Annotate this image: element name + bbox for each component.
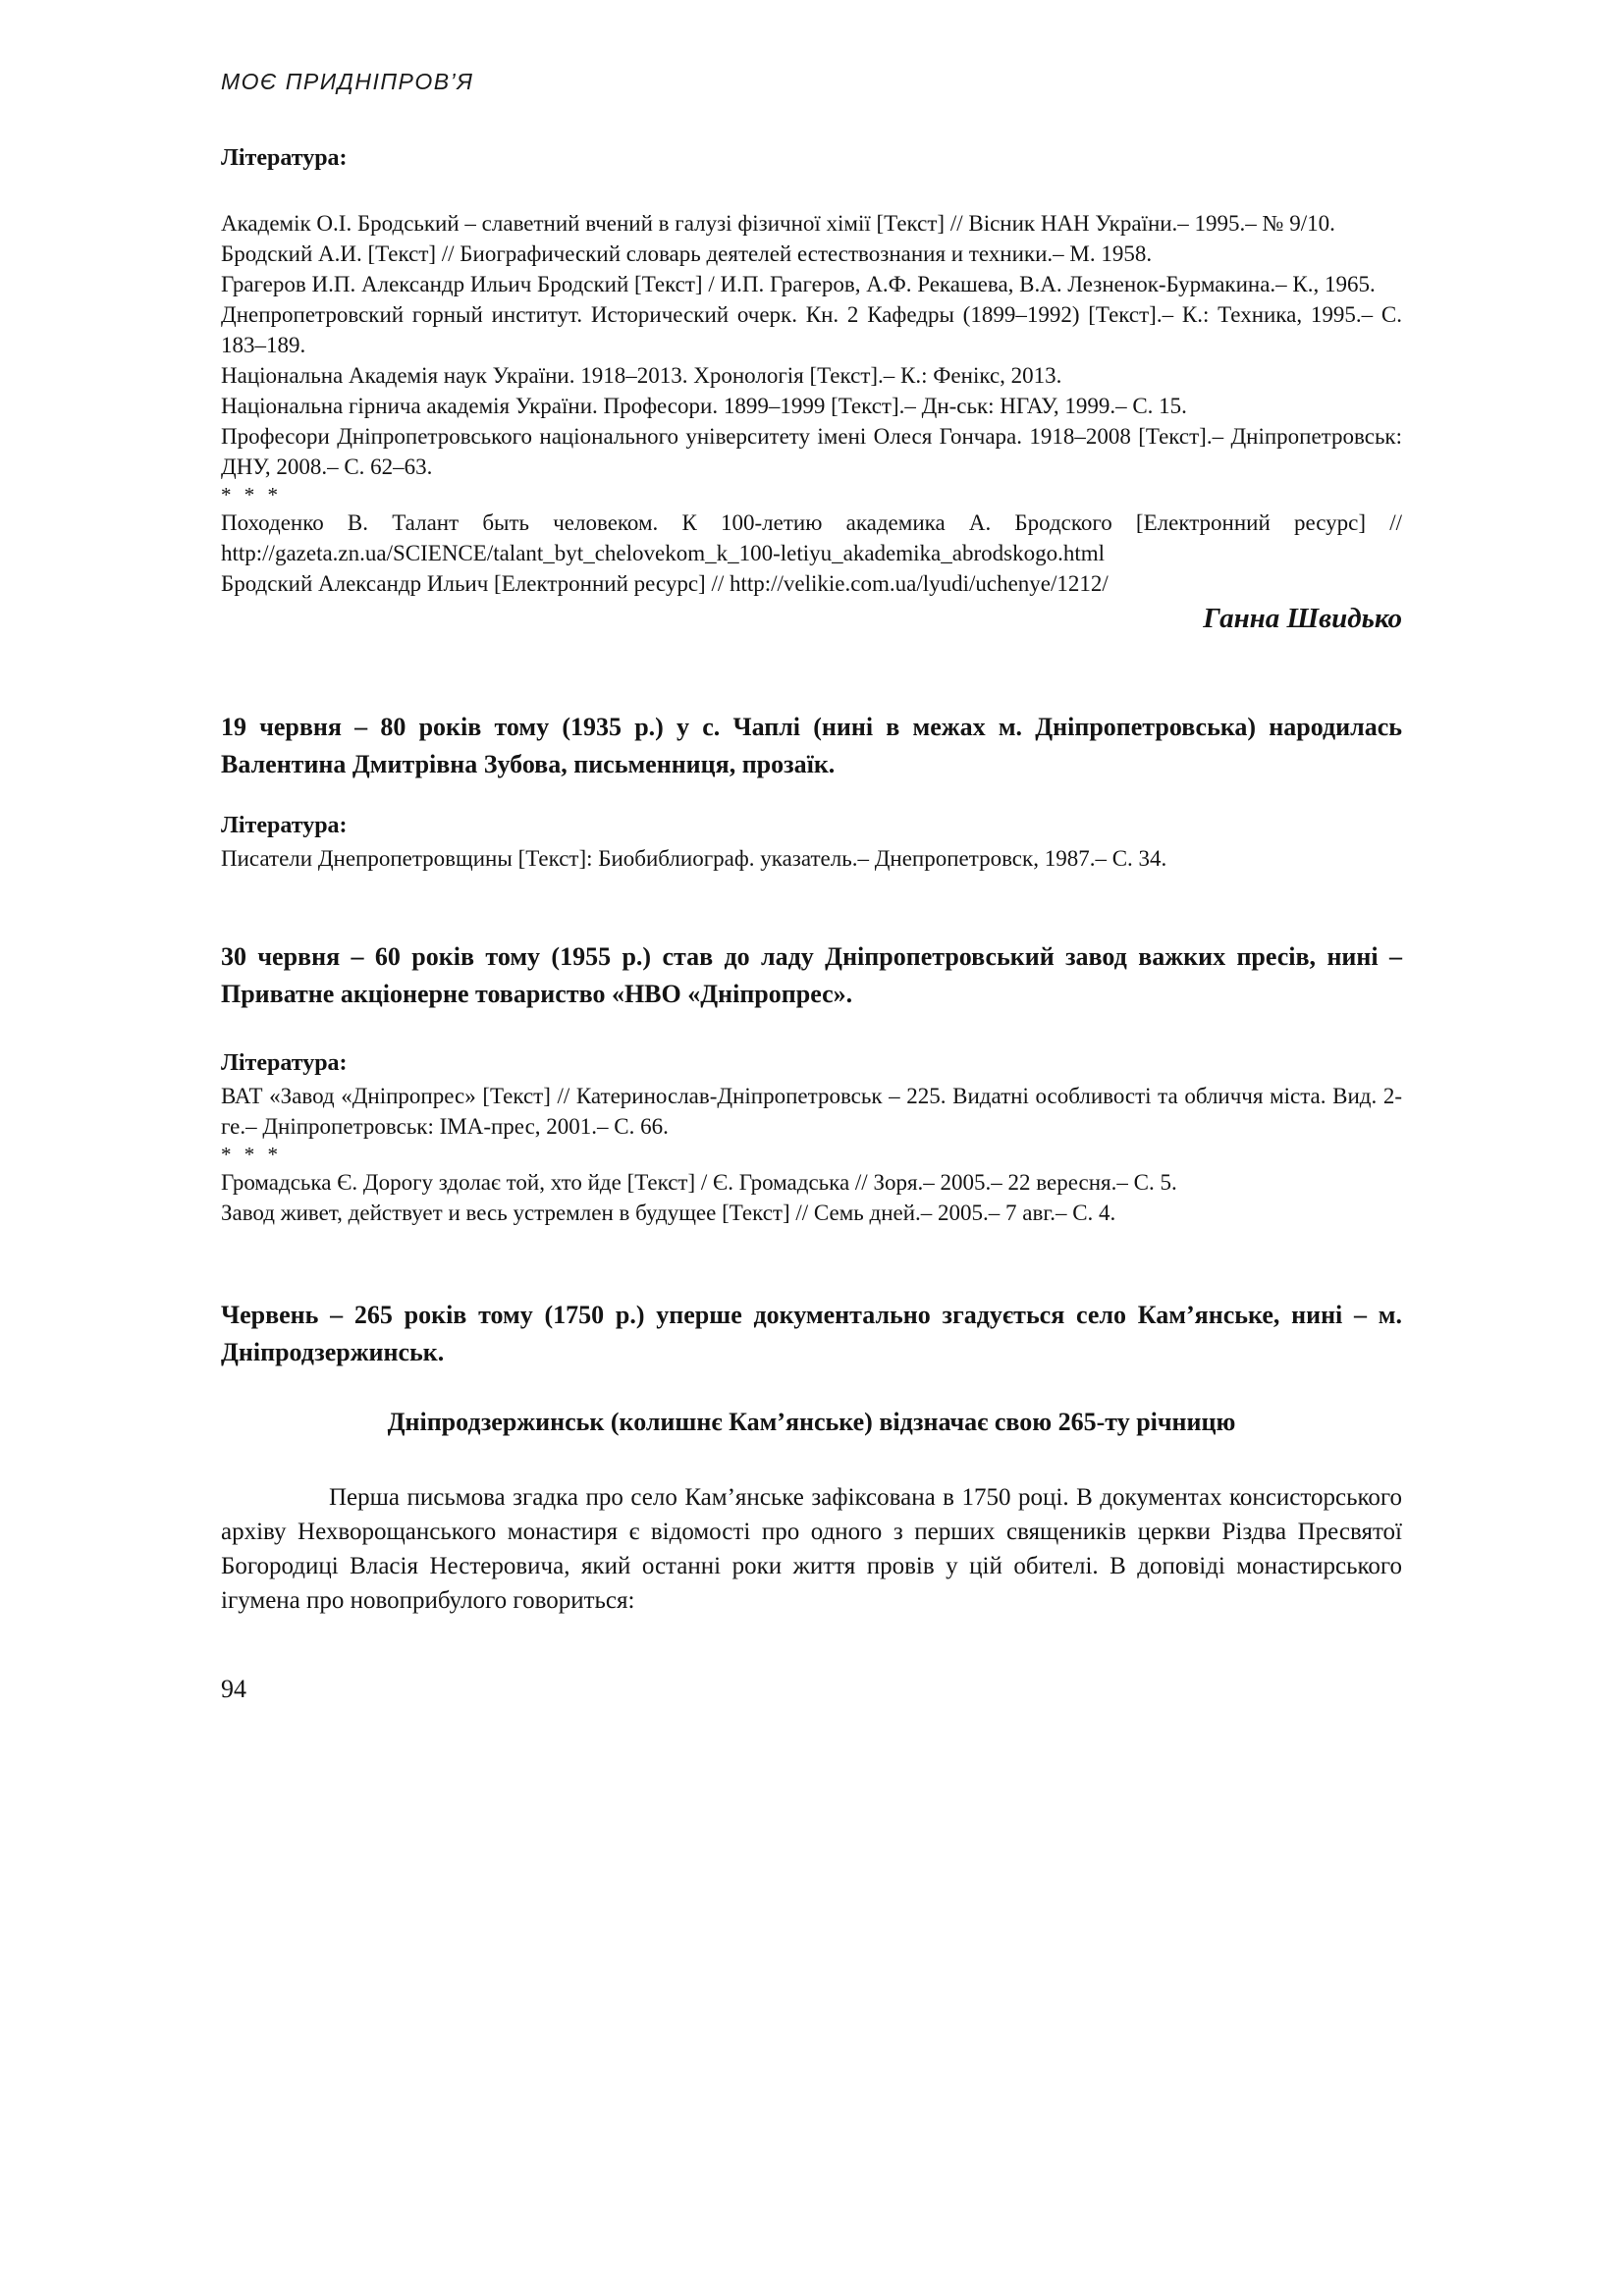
literature-label: Література:: [221, 1050, 348, 1076]
bibliography-entry: Завод живет, действует и весь устремлен в будущее [Текст] // Семь дней.– 2005.– 7 авг.– С. 4.: [221, 1201, 1116, 1225]
page-number: 94: [221, 1675, 246, 1703]
asterisk-divider: * * *: [221, 483, 282, 507]
bibliography-list: [221, 1081, 1402, 1228]
bibliography-list: [221, 843, 1402, 874]
asterisk-divider: * * *: [221, 1143, 282, 1166]
bibliography-list: [221, 208, 1402, 599]
bibliography-entry: Національна гірнича академія України. Професори. 1899–1999 [Текст].– Дн-ськ: НГАУ, 1999.– С. 15.: [221, 394, 1187, 418]
bibliography-entry: Громадська Є. Дорогу здолає той, хто йде [Текст] / Є. Громадська // Зоря.– 2005.– 22 вересня.– С. 5.: [221, 1170, 1177, 1195]
literature-label: Література:: [221, 813, 348, 838]
literature-label: Література:: [221, 145, 348, 171]
bibliography-entry: ВАТ «Завод «Дніпропрес» [Текст] // Катеринослав-Дніпропетровськ – 225. Видатні особливості та обличчя міста. Вид. 2-ге.– Дніпропетровськ: ІМА-прес, 2001.– С. 66.: [221, 1084, 1402, 1139]
bibliography-entry: Бродский А.И. [Текст] // Биографический словарь деятелей естествознания и техники.– М. 1958.: [221, 241, 1153, 266]
article-subheading: Дніпродзержинськ (колишнє Кам’янське) відзначає свою 265-ту річницю: [387, 1408, 1236, 1436]
event-heading-june19: 19 червня – 80 років тому (1935 р.) у с. Чаплі (нині в межах м. Дніпропетровська) народилась Валентина Дмитрівна Зубова, письменниця, прозаїк.: [221, 713, 1402, 778]
event-heading-june30: 30 червня – 60 років тому (1955 р.) став до ладу Дніпропетровський завод важких пресів, нині – Приватне акціонерне товариство «НВО «Дніпропрес».: [221, 942, 1402, 1008]
event-heading-june-general: Червень – 265 років тому (1750 р.) уперше документально згадується село Кам’янське, нині – м. Дніпродзержинськ.: [221, 1301, 1402, 1366]
bibliography-entry: Професори Дніпропетровського національного університету імені Олеся Гончара. 1918–2008 [Текст].– Дніпропетровськ: ДНУ, 2008.– С. 62–63.: [221, 424, 1402, 479]
bibliography-entry: Національна Академія наук України. 1918–2013. Хронологія [Текст].– К.: Фенікс, 2013.: [221, 363, 1062, 388]
bibliography-entry: Писатели Днепропетровщины [Текст]: Биобиблиограф. указатель.– Днепропетровск, 1987.– С. 34.: [221, 846, 1167, 871]
running-header: МОЄ ПРИДНІПРОВ’Я: [221, 69, 474, 94]
bibliography-entry: Бродский Александр Ильич [Електронний ресурс] // http://velikie.com.ua/lyudi/uchenye/1212/: [221, 571, 1109, 596]
bibliography-entry: Академік О.І. Бродський – славетний вчений в галузі фізичної хімії [Текст] // Вісник НАН України.– 1995.– № 9/10.: [221, 211, 1335, 236]
author-signature: Ганна Швидько: [1203, 603, 1402, 634]
bibliography-entry: Походенко В. Талант быть человеком. К 100-летию академика А. Бродского [Електронний ресурс] // http://gazeta.zn.ua/SCIENCE/talant_byt_chelovekom_k_100-letiyu_akademika_abrodskogo.html: [221, 510, 1402, 565]
bibliography-entry: Грагеров И.П. Александр Ильич Бродский [Текст] / И.П. Грагеров, А.Ф. Рекашева, В.А. Лезненок-Бурмакина.– К., 1965.: [221, 272, 1376, 296]
article-paragraph: Перша письмова згадка про село Кам’янське зафіксована в 1750 році. В документах консисторського архіву Нехворощанського монастиря є відомості про одного з перших священиків церкви Різдва Пресвятої Богородиці Власія Нестеровича, який останні роки життя провів у цій обителі. В доповіді монастирського ігумена про новоприбулого говориться:: [221, 1484, 1402, 1614]
bibliography-entry: Днепропетровский горный институт. Исторический очерк. Кн. 2 Кафедры (1899–1992) [Текст].– К.: Техника, 1995.– С. 183–189.: [221, 302, 1402, 357]
page-content: [221, 0, 1402, 1704]
